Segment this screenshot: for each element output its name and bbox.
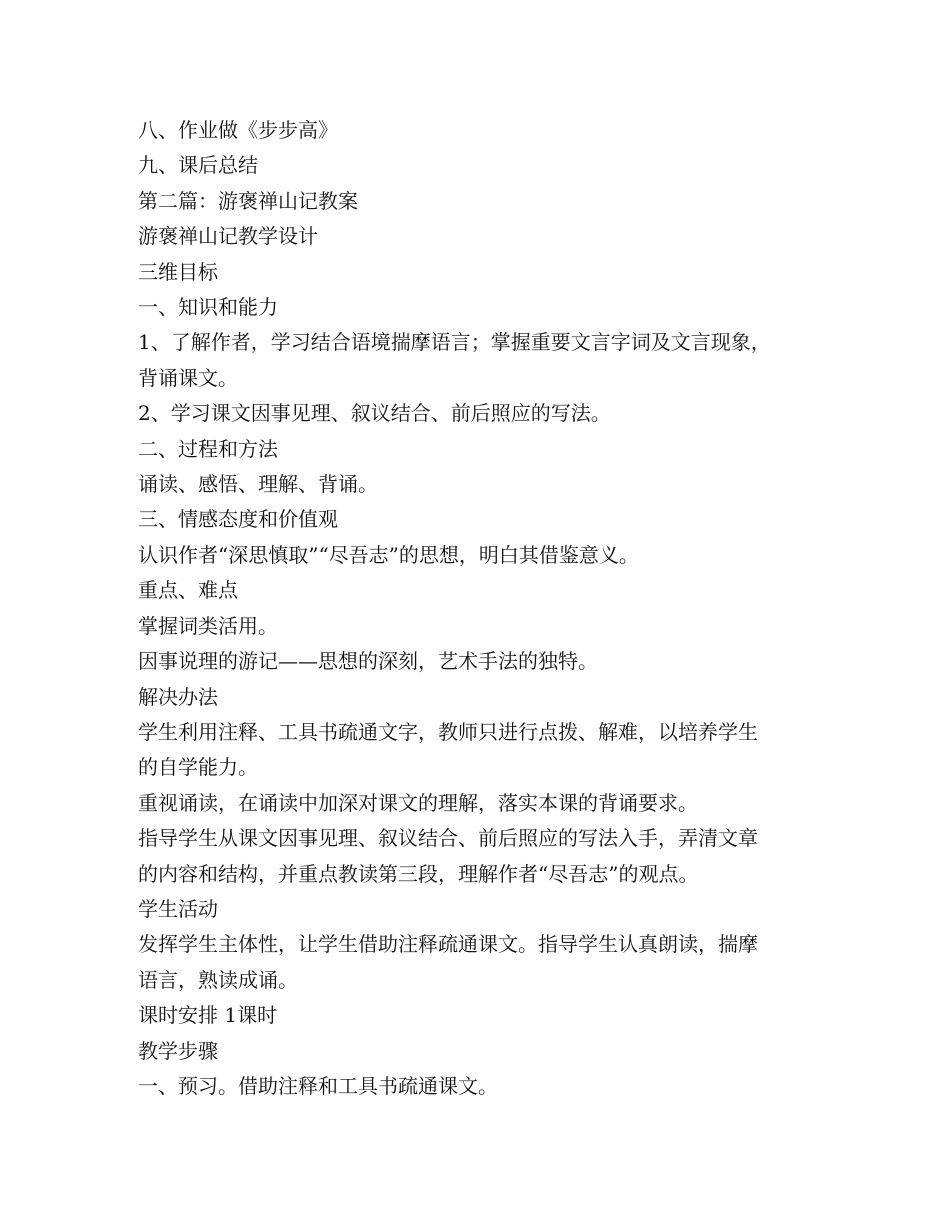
text-line: 八、作业做《步步高》 [138,118,338,142]
subsection-heading: 二、过程和方法 [138,436,278,461]
text-line: 发挥学生主体性，让学生借助注释疏通课文。指导学生认真朗读，揣摩 [138,932,758,957]
text-line: 2、学习课文因事见理、叙议结合、前后照应的写法。 [138,401,611,426]
text-line: 的内容和结构，并重点教读第三段，理解作者“尽吾志”的观点。 [138,861,699,886]
section-heading: 学生活动 [138,896,218,921]
text-line: 语言，熟读成诵。 [138,967,298,992]
subsection-heading: 三、情感态度和价值观 [138,507,338,532]
text-line: 诵读、感悟、理解、背诵。 [138,472,378,497]
section-heading: 解决办法 [138,684,218,709]
subsection-heading: 一、知识和能力 [138,295,278,320]
text-line: 课时安排 1课时 [138,1003,278,1028]
text-line: 的自学能力。 [138,755,258,780]
section-heading: 重点、难点 [138,578,238,603]
text-line: 因事说理的游记——思想的深刻，艺术手法的独特。 [138,649,598,674]
text-line: 1、了解作者，学习结合语境揣摩语言；掌握重要文言字词及文言现象， [138,330,771,355]
text-line: 一、预习。借助注释和工具书疏通课文。 [138,1073,498,1098]
section-heading: 教学步骤 [138,1038,218,1063]
text-line: 九、课后总结 [138,153,258,178]
text-line: 重视诵读，在诵读中加深对课文的理解，落实本课的背诵要求。 [138,790,698,815]
section-heading: 三维目标 [138,259,218,284]
document-body [138,113,828,1104]
document-title: 游褒禅山记教学设计 [138,224,318,249]
text-line: 学生利用注释、工具书疏通文字，教师只进行点拨、解难，以培养学生 [138,719,758,744]
text-line: 掌握词类活用。 [138,613,278,638]
section-heading: 第二篇：游褒禅山记教案 [138,188,358,213]
text-line: 背诵课文。 [138,365,238,390]
text-line: 认识作者“深思慎取”“尽吾志”的思想，明白其借鉴意义。 [138,542,639,567]
text-line: 指导学生从课文因事见理、叙议结合、前后照应的写法入手，弄清文章 [138,826,758,851]
